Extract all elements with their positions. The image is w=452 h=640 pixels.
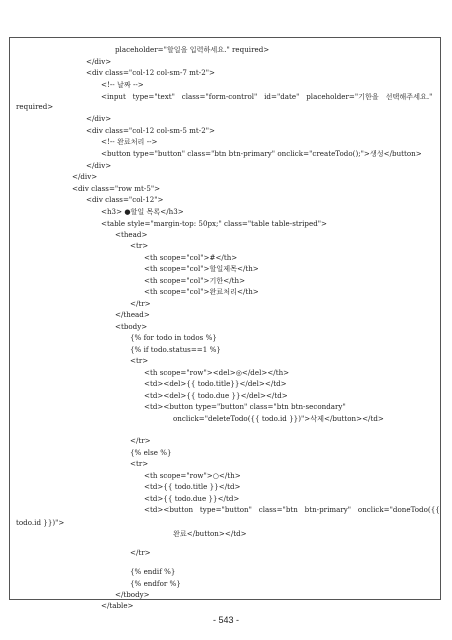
code-line: <!-- 날짜 -->: [101, 80, 144, 90]
code-line: <th scope="col">할일제목</th>: [144, 264, 259, 274]
code-line: </div>: [86, 114, 112, 124]
code-line: <td><del>{{ todo.title}}</del></td>: [144, 379, 287, 388]
code-line: <button type="button" class="btn btn-primary" onclick="createTodo();">생성</button>: [101, 149, 422, 159]
code-line: placeholder="할일을 입력하세요." required>: [115, 45, 270, 55]
code-line: <div class="col-12">: [86, 195, 164, 205]
code-line: {% endfor %}: [130, 578, 181, 588]
code-line: <td><button type="button" class="btn btn-secondary": [144, 402, 346, 411]
code-line: <div class="col-12 col-sm-5 mt-2">: [86, 126, 215, 136]
code-line: <td><button type="button" class="btn btn-primary" onclick="doneTodo({{: [144, 505, 440, 515]
code-line: </tr>: [130, 436, 151, 446]
code-line: </div>: [86, 161, 112, 170]
code-line: <table style="margin-top: 50px;" class="table table-striped">: [101, 218, 328, 228]
code-line: <div class="row mt-5">: [72, 184, 161, 193]
code-line: <!-- 완료처리 -->: [101, 137, 158, 147]
code-line: todo.id }})">: [16, 517, 65, 527]
code-line: </table>: [101, 601, 134, 611]
code-line: <td><del>{{ todo.due }}</del></td>: [144, 390, 288, 400]
code-line: {% if todo.status==1 %}: [130, 344, 221, 354]
code-line: </tr>: [130, 547, 151, 557]
code-line: <tbody>: [115, 321, 148, 331]
code-line: <th scope="row"><del>◎</del></th>: [144, 367, 290, 377]
code-line: </thead>: [115, 310, 150, 319]
code-line: <tr>: [130, 356, 149, 365]
code-line: <h3> ●할일 목록</h3>: [101, 207, 184, 216]
code-line: <th scope="row">○</th>: [144, 471, 241, 480]
code-listing-frame: [9, 37, 441, 600]
code-line: </div>: [72, 172, 98, 182]
code-line: 완료</button></td>: [173, 528, 247, 538]
code-line: <tr>: [130, 459, 149, 469]
code-line: <td>{{ todo.due }}</td>: [144, 494, 240, 503]
code-line: {% for todo in todos %}: [130, 333, 217, 342]
code-line: <th scope="col">기한</th>: [144, 275, 246, 285]
code-line: <div class="col-12 col-sm-7 mt-2">: [86, 68, 215, 78]
code-line: <td>{{ todo.title }}</td>: [144, 482, 241, 492]
code-line: <input type="text" class="form-control" id="date" placeholder="기한을 선택해주세요.": [101, 92, 433, 101]
code-line: <tr>: [130, 241, 149, 251]
code-line: </div>: [86, 57, 112, 67]
code-line: {% else %}: [130, 448, 172, 457]
code-line: <th scope="col">완료처리</th>: [144, 287, 259, 297]
code-line: </tbody>: [115, 590, 150, 599]
code-line: <thead>: [115, 230, 148, 239]
code-line: required>: [16, 102, 54, 112]
code-line: {% endif %}: [130, 567, 176, 576]
code-line: onclick="deleteTodo({{ todo.id }})">삭제</button></td>: [173, 413, 384, 423]
page-number: - 543 -: [212, 615, 239, 625]
code-line: <th scope="col">#</th>: [144, 253, 238, 262]
code-line: </tr>: [130, 298, 151, 308]
